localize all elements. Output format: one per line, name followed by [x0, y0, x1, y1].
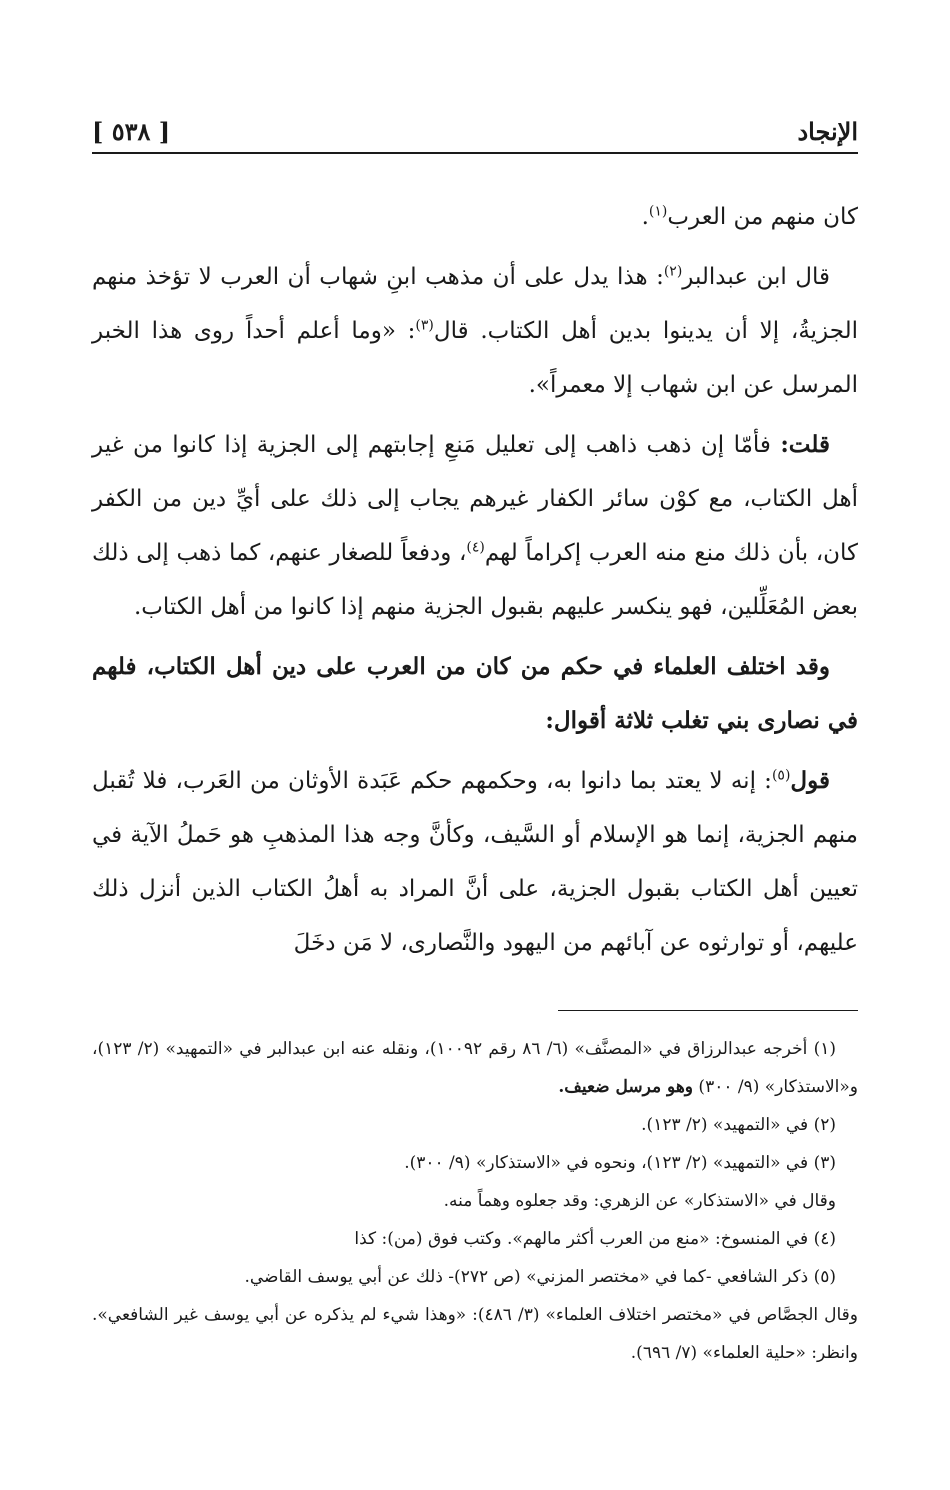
footnote-divider: [558, 1010, 858, 1011]
qultu-lead: قلت:: [780, 431, 830, 458]
footnote-ref-3[interactable]: (٣): [415, 317, 434, 334]
main-text: [92, 190, 858, 976]
footnotes: [92, 1030, 858, 1372]
page-number: [ ٥٣٨ ]: [92, 117, 171, 146]
footnote-1: (١) أخرجه عبدالرزاق في «المصنَّف» (٦/ ٨٦ رقم ١٠٠٩٢)، ونقله عنه ابن عبدالبر في «التمهيد» (٢/ ١٢٣)، و«الاستذكار» (٩/ ٣٠٠) وهو مرسل ضعيف.: [92, 1039, 858, 1097]
paragraph-4: قول$^{(٥)}$: إنه لا يعتد بما دانوا به، وحكمهم حكم عَبَدة الأوثان من العَرب، فلا تُقبل منهم الجزية، إنما هو الإسلام أو السَّيف، وكأنَّ وجه هذا المذهبِ هو حَملُ الآية في تعيين أهل الكتاب بقبول الجزية، على أنَّ المراد به أهلُ الكتاب الذين أنزل ذلك عليهم، أو توارثوه عن آبائهم من اليهود والنَّصارى، لا مَن دخَلَ: [92, 767, 858, 956]
footnote-ref-5[interactable]: (٥): [771, 767, 791, 784]
paragraph-3: قلت: فأمّا إن ذهب ذاهب إلى تعليل مَنعِ إجابتهم إلى الجزية إذا كانوا من غير أهل الكتاب، مع كوْن سائر الكفار غيرهم يجاب إلى ذلك على أيِّ دين من الكفر كان، بأن ذلك منع منه العرب إكراماً لهم$^{(٤)}$، ودفعاً للصغار عنهم، كما ذهب إلى ذلك بعض المُعَلِّلين، فهو ينكسر عليهم بقبول الجزية منهم إذا كانوا من أهل الكتاب.: [92, 431, 858, 620]
footnote-5-continued: وقال الجصَّاص في «مختصر اختلاف العلماء» (٣/ ٤٨٦): «وهذا شيء لم يذكره عن أبي يوسف غير الشافعي». وانظر: «حلية العلماء» (٧/ ٦٩٦).: [92, 1305, 858, 1363]
footnote-ref-4[interactable]: (٤): [466, 539, 485, 556]
footnote-5: (٥) ذكر الشافعي -كما في «مختصر المزني» (ص ٢٧٢)- ذلك عن أبي يوسف القاضي.: [244, 1267, 836, 1287]
footnote-4: (٤) في المنسوخ: «منع من العرب أكثر مالهم». وكتب فوق (من): كذا: [354, 1229, 836, 1249]
paragraph-2: قال ابن عبدالبر$^{(٢)}$: هذا يدل على أن مذهب ابنِ شهاب أن العرب لا تؤخذ منهم الجزيةُ، إلا أن يدينوا بدين أهل الكتاب. قال$^{(٣)}$: «وما أعلم أحداً روى هذا الخبر المرسل عن ابن شهاب إلا معمراً».: [92, 263, 858, 398]
footnote-ref-2[interactable]: (٢): [663, 263, 683, 280]
running-title: الإنجاد: [797, 117, 858, 146]
footnote-2: (٢) في «التمهيد» (٢/ ١٢٣).: [641, 1115, 836, 1135]
paragraph-1: كان منهم من العرب$^{(١)}$.: [641, 203, 858, 230]
footnote-ref-1[interactable]: (١): [648, 203, 668, 220]
footnote-3: (٣) في «التمهيد» (٢/ ١٢٣)، ونحوه في «الاستذكار» (٩/ ٣٠٠).: [404, 1153, 836, 1173]
footnote-3-continued: وقال في «الاستذكار» عن الزهري: وقد جعلوه وهماً منه.: [443, 1191, 836, 1211]
section-heading: وقد اختلف العلماء في حكم من كان من العرب على دين أهل الكتاب، فلهم في نصارى بني تغلب ثلاثة أقوال:: [92, 653, 858, 734]
qawl-lead: قول: [790, 767, 830, 794]
page-header: [92, 108, 858, 154]
